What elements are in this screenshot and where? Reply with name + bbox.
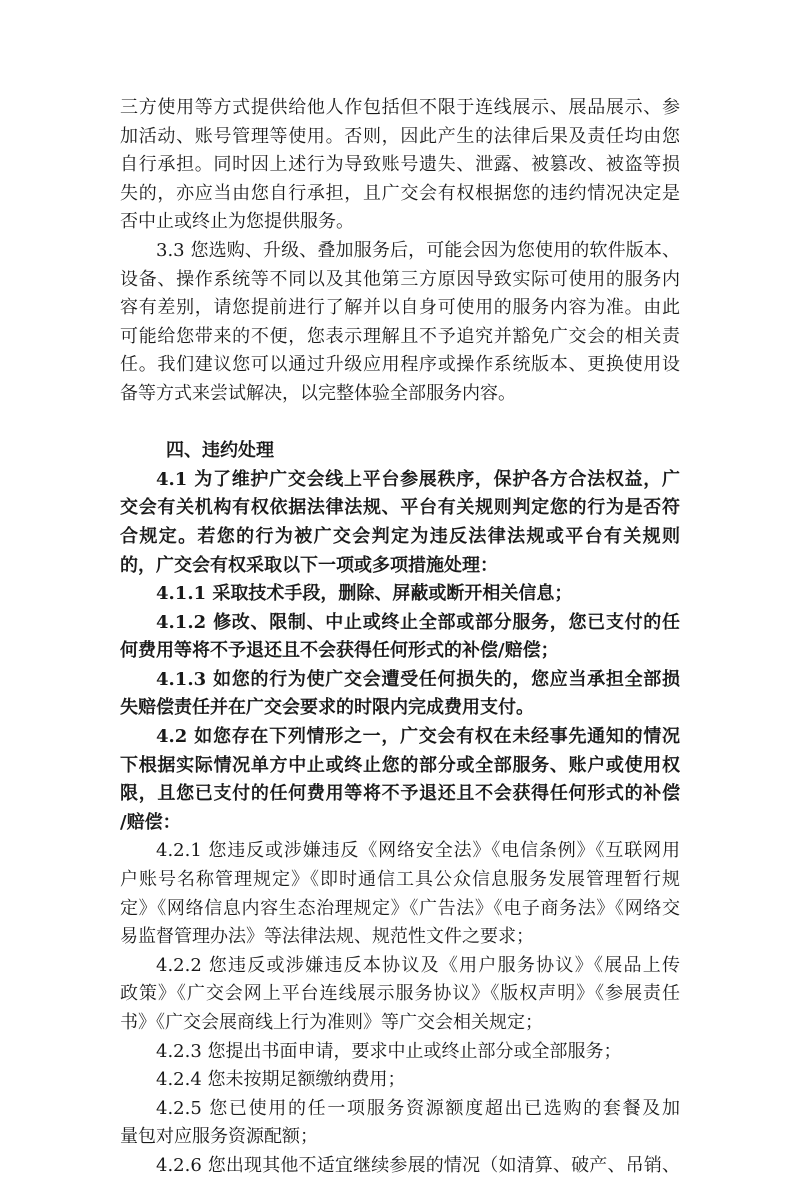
text-line: 易监督管理办法》等法律法规、规范性文件之要求； [120, 926, 534, 948]
text-line: 4.2 如您存在下列情形之一，广交会有权在未经事先通知的情况 [156, 726, 680, 748]
text-line: 4.2.4 您未按期足额缴纳费用； [156, 1069, 406, 1091]
paragraph-4-1 [120, 466, 680, 580]
text-line: 交会有关机构有权依据法律法规、平台有关规则判定您的行为是否符 [120, 497, 680, 519]
text-line: 下根据实际情况单方中止或终止您的部分或全部服务、账户或使用权 [120, 754, 680, 776]
blank-line [120, 409, 680, 438]
paragraph-4-1-1 [120, 580, 680, 609]
text-line: 户账号名称管理规定》《即时通信工具公众信息服务发展管理暂行规 [120, 869, 680, 891]
text-line: 限，且您已支付的任何费用等将不予退还且不会获得任何形式的补偿 [120, 783, 680, 805]
text-line: 合规定。若您的行为被广交会判定为违反法律法规或平台有关规则 [120, 525, 680, 547]
paragraph-4-1-2 [120, 609, 680, 666]
paragraph-4-2-5 [120, 1095, 680, 1152]
text-line: 政策》《广交会网上平台连线展示服务协议》《版权声明》《参展责任 [120, 983, 680, 1005]
text-line: 3.3 您选购、升级、叠加服务后，可能会因为您使用的软件版本、 [156, 239, 680, 261]
text-line: 4.2.6 您出现其他不适宜继续参展的情况（如清算、破产、吊销、 [156, 1154, 680, 1176]
text-line: 备等方式来尝试解决，以完整体验全部服务内容。 [120, 382, 516, 404]
paragraph-3-2-tail [120, 94, 680, 237]
text-line: 可能给您带来的不便，您表示理解且不予追究并豁免广交会的相关责 [120, 325, 680, 347]
text-line: 设备、操作系统等不同以及其他第三方原因导致实际可使用的服务内 [120, 268, 680, 290]
paragraph-4-1-3 [120, 666, 680, 723]
paragraph-4-2-6 [120, 1152, 680, 1181]
text-line: 量包对应服务资源配额； [120, 1126, 318, 1148]
paragraph-3-3 [120, 237, 680, 409]
text-line: 4.2.2 您违反或涉嫌违反本协议及《用户服务协议》《展品上传 [156, 954, 680, 976]
text-line: 容有差别，请您提前进行了解并以自身可使用的服务内容为准。由此 [120, 297, 680, 319]
paragraph-4-2 [120, 723, 680, 837]
text-line: 否中止或终止为您提供服务。 [120, 211, 354, 233]
text-line: 的，广交会有权采取以下一项或多项措施处理： [120, 554, 498, 576]
text-line: 4.2.5 您已使用的任一项服务资源额度超出已选购的套餐及加 [156, 1097, 680, 1119]
section-heading: 四、违约处理 [166, 440, 274, 462]
text-line: 失的，亦应当由您自行承担，且广交会有权根据您的违约情况决定是 [120, 182, 680, 204]
text-line: 三方使用等方式提供给他人作包括但不限于连线展示、展品展示、参 [120, 97, 680, 118]
text-line: 定》《网络信息内容生态治理规定》《广告法》《电子商务法》《网络交 [120, 897, 680, 919]
text-line: 何费用等将不予退还且不会获得任何形式的补偿/赔偿； [120, 640, 559, 662]
text-line: 4.1.2 修改、限制、中止或终止全部或部分服务，您已支付的任 [156, 611, 680, 633]
text-line: 失赔偿责任并在广交会要求的时限内完成费用支付。 [120, 697, 534, 719]
text-line: 4.2.1 您违反或涉嫌违反《网络安全法》《电信条例》《互联网用 [156, 840, 680, 862]
document-page [120, 94, 680, 1181]
text-line: 自行承担。同时因上述行为导致账号遗失、泄露、被篡改、被盗等损 [120, 154, 680, 176]
text-line: 任。我们建议您可以通过升级应用程序或操作系统版本、更换使用设 [120, 354, 680, 376]
text-line: 4.1 为了维护广交会线上平台参展秩序，保护各方合法权益，广 [156, 468, 680, 490]
paragraph-4-2-3 [120, 1038, 680, 1067]
text-line: /赔偿： [120, 811, 181, 833]
text-line: 4.2.3 您提出书面申请，要求中止或终止部分或全部服务； [156, 1040, 622, 1062]
paragraph-4-2-2 [120, 952, 680, 1038]
text-line: 4.1.1 采取技术手段，删除、屏蔽或断开相关信息； [156, 583, 573, 605]
text-line: 加活动、账号管理等使用。否则，因此产生的法律后果及责任均由您 [120, 125, 680, 147]
paragraph-4-2-1 [120, 837, 680, 951]
paragraph-4-2-4 [120, 1066, 680, 1095]
text-line: 书》《广交会展商线上行为准则》等广交会相关规定； [120, 1012, 543, 1033]
text-line: 4.1.3 如您的行为使广交会遭受任何损失的，您应当承担全部损 [156, 668, 680, 690]
